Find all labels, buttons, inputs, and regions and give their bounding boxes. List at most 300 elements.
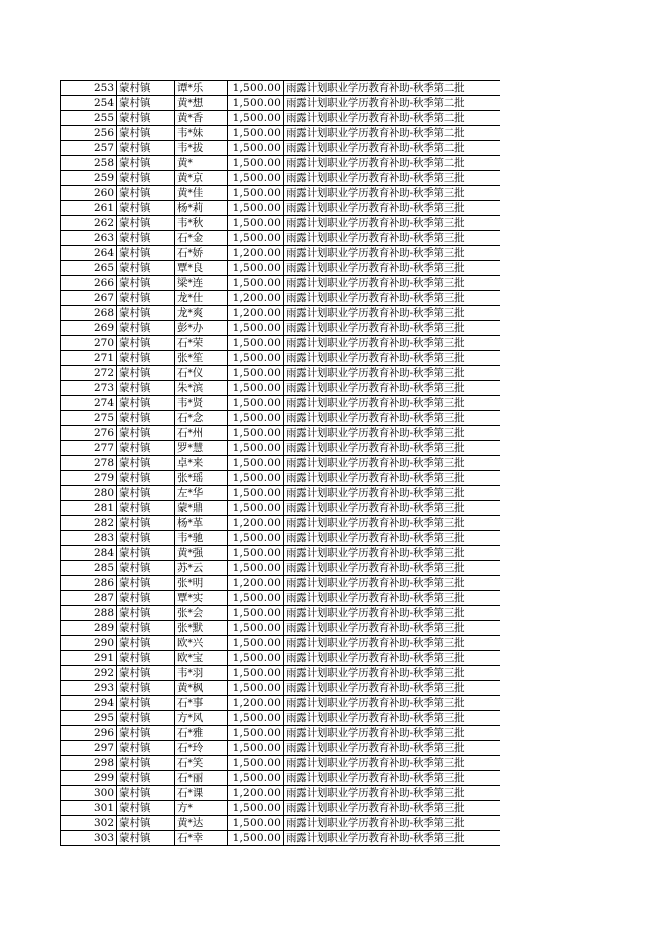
amount-cell: 1,500.00	[228, 486, 284, 501]
amount-cell: 1,200.00	[228, 786, 284, 801]
recipient-name-cell: 方*	[175, 801, 228, 816]
amount-cell: 1,500.00	[228, 651, 284, 666]
recipient-name-cell: 张*明	[175, 576, 228, 591]
row-number-cell: 288	[61, 606, 117, 621]
table-row	[61, 546, 501, 561]
row-number-cell: 264	[61, 246, 117, 261]
town-cell: 蒙村镇	[117, 216, 175, 231]
amount-cell: 1,200.00	[228, 246, 284, 261]
project-cell: 雨露计划职业学历教育补助-秋季第三批	[284, 186, 501, 201]
recipient-name-cell: 韦*妹	[175, 126, 228, 141]
table-row	[61, 471, 501, 486]
project-cell: 雨露计划职业学历教育补助-秋季第三批	[284, 396, 501, 411]
project-cell: 雨露计划职业学历教育补助-秋季第三批	[284, 756, 501, 771]
project-cell: 雨露计划职业学历教育补助-秋季第三批	[284, 306, 501, 321]
town-cell: 蒙村镇	[117, 501, 175, 516]
table-row	[61, 696, 501, 711]
row-number-cell: 260	[61, 186, 117, 201]
table-row	[61, 381, 501, 396]
amount-cell: 1,500.00	[228, 456, 284, 471]
row-number-cell: 303	[61, 831, 117, 846]
row-number-cell: 284	[61, 546, 117, 561]
town-cell: 蒙村镇	[117, 171, 175, 186]
town-cell: 蒙村镇	[117, 771, 175, 786]
table-row	[61, 711, 501, 726]
amount-cell: 1,500.00	[228, 471, 284, 486]
recipient-name-cell: 梁*连	[175, 276, 228, 291]
amount-cell: 1,500.00	[228, 711, 284, 726]
town-cell: 蒙村镇	[117, 546, 175, 561]
recipient-name-cell: 杨*革	[175, 516, 228, 531]
amount-cell: 1,500.00	[228, 261, 284, 276]
project-cell: 雨露计划职业学历教育补助-秋季第三批	[284, 351, 501, 366]
amount-cell: 1,500.00	[228, 156, 284, 171]
project-cell: 雨露计划职业学历教育补助-秋季第三批	[284, 546, 501, 561]
table-row	[61, 246, 501, 261]
row-number-cell: 256	[61, 126, 117, 141]
town-cell: 蒙村镇	[117, 471, 175, 486]
project-cell: 雨露计划职业学历教育补助-秋季第三批	[284, 531, 501, 546]
recipient-name-cell: 覃*良	[175, 261, 228, 276]
row-number-cell: 277	[61, 441, 117, 456]
amount-cell: 1,500.00	[228, 381, 284, 396]
recipient-name-cell: 张*默	[175, 621, 228, 636]
amount-cell: 1,500.00	[228, 816, 284, 831]
subsidy-table-body	[61, 81, 501, 846]
amount-cell: 1,500.00	[228, 681, 284, 696]
recipient-name-cell: 朱*滨	[175, 381, 228, 396]
table-row	[61, 831, 501, 846]
recipient-name-cell: 韦*贤	[175, 396, 228, 411]
project-cell: 雨露计划职业学历教育补助-秋季第三批	[284, 201, 501, 216]
row-number-cell: 271	[61, 351, 117, 366]
project-cell: 雨露计划职业学历教育补助-秋季第三批	[284, 606, 501, 621]
town-cell: 蒙村镇	[117, 801, 175, 816]
recipient-name-cell: 黄*佳	[175, 186, 228, 201]
town-cell: 蒙村镇	[117, 621, 175, 636]
row-number-cell: 294	[61, 696, 117, 711]
recipient-name-cell: 石*课	[175, 786, 228, 801]
table-row	[61, 726, 501, 741]
town-cell: 蒙村镇	[117, 126, 175, 141]
recipient-name-cell: 张*会	[175, 606, 228, 621]
row-number-cell: 253	[61, 81, 117, 96]
amount-cell: 1,500.00	[228, 96, 284, 111]
town-cell: 蒙村镇	[117, 726, 175, 741]
recipient-name-cell: 黄*想	[175, 96, 228, 111]
row-number-cell: 280	[61, 486, 117, 501]
recipient-name-cell: 覃*实	[175, 591, 228, 606]
table-row	[61, 321, 501, 336]
town-cell: 蒙村镇	[117, 81, 175, 96]
amount-cell: 1,500.00	[228, 231, 284, 246]
town-cell: 蒙村镇	[117, 246, 175, 261]
town-cell: 蒙村镇	[117, 531, 175, 546]
town-cell: 蒙村镇	[117, 711, 175, 726]
table-row	[61, 411, 501, 426]
table-row	[61, 771, 501, 786]
project-cell: 雨露计划职业学历教育补助-秋季第三批	[284, 801, 501, 816]
table-row	[61, 291, 501, 306]
recipient-name-cell: 欧*兴	[175, 636, 228, 651]
project-cell: 雨露计划职业学历教育补助-秋季第三批	[284, 591, 501, 606]
town-cell: 蒙村镇	[117, 351, 175, 366]
table-row	[61, 531, 501, 546]
amount-cell: 1,500.00	[228, 426, 284, 441]
row-number-cell: 290	[61, 636, 117, 651]
recipient-name-cell: 石*幸	[175, 831, 228, 846]
recipient-name-cell: 石*玲	[175, 741, 228, 756]
town-cell: 蒙村镇	[117, 516, 175, 531]
recipient-name-cell: 杨*莉	[175, 201, 228, 216]
amount-cell: 1,500.00	[228, 216, 284, 231]
amount-cell: 1,500.00	[228, 366, 284, 381]
town-cell: 蒙村镇	[117, 396, 175, 411]
table-row	[61, 156, 501, 171]
table-row	[61, 186, 501, 201]
amount-cell: 1,500.00	[228, 171, 284, 186]
amount-cell: 1,500.00	[228, 336, 284, 351]
row-number-cell: 295	[61, 711, 117, 726]
row-number-cell: 282	[61, 516, 117, 531]
project-cell: 雨露计划职业学历教育补助-秋季第三批	[284, 381, 501, 396]
project-cell: 雨露计划职业学历教育补助-秋季第三批	[284, 291, 501, 306]
row-number-cell: 258	[61, 156, 117, 171]
amount-cell: 1,500.00	[228, 591, 284, 606]
project-cell: 雨露计划职业学历教育补助-秋季第三批	[284, 651, 501, 666]
project-cell: 雨露计划职业学历教育补助-秋季第二批	[284, 81, 501, 96]
row-number-cell: 263	[61, 231, 117, 246]
town-cell: 蒙村镇	[117, 336, 175, 351]
project-cell: 雨露计划职业学历教育补助-秋季第三批	[284, 276, 501, 291]
amount-cell: 1,500.00	[228, 351, 284, 366]
town-cell: 蒙村镇	[117, 606, 175, 621]
row-number-cell: 259	[61, 171, 117, 186]
row-number-cell: 255	[61, 111, 117, 126]
row-number-cell: 300	[61, 786, 117, 801]
town-cell: 蒙村镇	[117, 141, 175, 156]
row-number-cell: 278	[61, 456, 117, 471]
town-cell: 蒙村镇	[117, 261, 175, 276]
table-row	[61, 231, 501, 246]
recipient-name-cell: 韦*拔	[175, 141, 228, 156]
amount-cell: 1,500.00	[228, 636, 284, 651]
amount-cell: 1,200.00	[228, 576, 284, 591]
town-cell: 蒙村镇	[117, 381, 175, 396]
project-cell: 雨露计划职业学历教育补助-秋季第三批	[284, 171, 501, 186]
recipient-name-cell: 龙*仕	[175, 291, 228, 306]
project-cell: 雨露计划职业学历教育补助-秋季第三批	[284, 711, 501, 726]
project-cell: 雨露计划职业学历教育补助-秋季第三批	[284, 621, 501, 636]
town-cell: 蒙村镇	[117, 291, 175, 306]
project-cell: 雨露计划职业学历教育补助-秋季第二批	[284, 111, 501, 126]
row-number-cell: 254	[61, 96, 117, 111]
town-cell: 蒙村镇	[117, 411, 175, 426]
project-cell: 雨露计划职业学历教育补助-秋季第二批	[284, 126, 501, 141]
amount-cell: 1,500.00	[228, 141, 284, 156]
town-cell: 蒙村镇	[117, 111, 175, 126]
recipient-name-cell: 彭*办	[175, 321, 228, 336]
table-row	[61, 276, 501, 291]
row-number-cell: 285	[61, 561, 117, 576]
row-number-cell: 272	[61, 366, 117, 381]
amount-cell: 1,500.00	[228, 621, 284, 636]
project-cell: 雨露计划职业学历教育补助-秋季第三批	[284, 471, 501, 486]
table-row	[61, 126, 501, 141]
project-cell: 雨露计划职业学历教育补助-秋季第三批	[284, 456, 501, 471]
project-cell: 雨露计划职业学历教育补助-秋季第二批	[284, 96, 501, 111]
row-number-cell: 270	[61, 336, 117, 351]
project-cell: 雨露计划职业学历教育补助-秋季第三批	[284, 786, 501, 801]
table-row	[61, 171, 501, 186]
row-number-cell: 283	[61, 531, 117, 546]
recipient-name-cell: 罗*慧	[175, 441, 228, 456]
table-row	[61, 816, 501, 831]
row-number-cell: 289	[61, 621, 117, 636]
table-row	[61, 441, 501, 456]
amount-cell: 1,200.00	[228, 306, 284, 321]
table-row	[61, 81, 501, 96]
recipient-name-cell: 石*念	[175, 411, 228, 426]
amount-cell: 1,500.00	[228, 411, 284, 426]
town-cell: 蒙村镇	[117, 816, 175, 831]
table-row	[61, 486, 501, 501]
town-cell: 蒙村镇	[117, 666, 175, 681]
town-cell: 蒙村镇	[117, 696, 175, 711]
recipient-name-cell: 黄*枫	[175, 681, 228, 696]
project-cell: 雨露计划职业学历教育补助-秋季第三批	[284, 366, 501, 381]
project-cell: 雨露计划职业学历教育补助-秋季第三批	[284, 426, 501, 441]
table-row	[61, 606, 501, 621]
table-row	[61, 516, 501, 531]
project-cell: 雨露计划职业学历教育补助-秋季第三批	[284, 816, 501, 831]
amount-cell: 1,500.00	[228, 831, 284, 846]
project-cell: 雨露计划职业学历教育补助-秋季第二批	[284, 156, 501, 171]
project-cell: 雨露计划职业学历教育补助-秋季第三批	[284, 741, 501, 756]
row-number-cell: 274	[61, 396, 117, 411]
recipient-name-cell: 石*荣	[175, 336, 228, 351]
table-row	[61, 351, 501, 366]
town-cell: 蒙村镇	[117, 651, 175, 666]
recipient-name-cell: 韦*驰	[175, 531, 228, 546]
row-number-cell: 286	[61, 576, 117, 591]
amount-cell: 1,500.00	[228, 111, 284, 126]
project-cell: 雨露计划职业学历教育补助-秋季第三批	[284, 831, 501, 846]
table-row	[61, 96, 501, 111]
row-number-cell: 301	[61, 801, 117, 816]
row-number-cell: 298	[61, 756, 117, 771]
town-cell: 蒙村镇	[117, 186, 175, 201]
recipient-name-cell: 韦*秋	[175, 216, 228, 231]
amount-cell: 1,500.00	[228, 741, 284, 756]
amount-cell: 1,500.00	[228, 396, 284, 411]
table-row	[61, 681, 501, 696]
table-row	[61, 366, 501, 381]
row-number-cell: 293	[61, 681, 117, 696]
row-number-cell: 296	[61, 726, 117, 741]
amount-cell: 1,500.00	[228, 756, 284, 771]
subsidy-table	[60, 80, 500, 846]
project-cell: 雨露计划职业学历教育补助-秋季第三批	[284, 261, 501, 276]
town-cell: 蒙村镇	[117, 786, 175, 801]
town-cell: 蒙村镇	[117, 831, 175, 846]
project-cell: 雨露计划职业学历教育补助-秋季第三批	[284, 216, 501, 231]
recipient-name-cell: 苏*云	[175, 561, 228, 576]
table-row	[61, 741, 501, 756]
project-cell: 雨露计划职业学历教育补助-秋季第三批	[284, 516, 501, 531]
table-row	[61, 111, 501, 126]
town-cell: 蒙村镇	[117, 96, 175, 111]
table-row	[61, 651, 501, 666]
project-cell: 雨露计划职业学历教育补助-秋季第三批	[284, 411, 501, 426]
table-row	[61, 261, 501, 276]
recipient-name-cell: 张*瑶	[175, 471, 228, 486]
row-number-cell: 302	[61, 816, 117, 831]
town-cell: 蒙村镇	[117, 426, 175, 441]
amount-cell: 1,500.00	[228, 441, 284, 456]
row-number-cell: 273	[61, 381, 117, 396]
town-cell: 蒙村镇	[117, 276, 175, 291]
amount-cell: 1,500.00	[228, 81, 284, 96]
recipient-name-cell: 黄*	[175, 156, 228, 171]
project-cell: 雨露计划职业学历教育补助-秋季第三批	[284, 486, 501, 501]
town-cell: 蒙村镇	[117, 486, 175, 501]
row-number-cell: 279	[61, 471, 117, 486]
town-cell: 蒙村镇	[117, 756, 175, 771]
recipient-name-cell: 石*雅	[175, 726, 228, 741]
table-row	[61, 501, 501, 516]
project-cell: 雨露计划职业学历教育补助-秋季第三批	[284, 321, 501, 336]
town-cell: 蒙村镇	[117, 681, 175, 696]
recipient-name-cell: 谭*乐	[175, 81, 228, 96]
table-row	[61, 216, 501, 231]
amount-cell: 1,500.00	[228, 186, 284, 201]
table-row	[61, 576, 501, 591]
recipient-name-cell: 龙*爽	[175, 306, 228, 321]
amount-cell: 1,500.00	[228, 666, 284, 681]
amount-cell: 1,500.00	[228, 276, 284, 291]
row-number-cell: 261	[61, 201, 117, 216]
project-cell: 雨露计划职业学历教育补助-秋季第三批	[284, 696, 501, 711]
table-row	[61, 666, 501, 681]
project-cell: 雨露计划职业学历教育补助-秋季第三批	[284, 576, 501, 591]
project-cell: 雨露计划职业学历教育补助-秋季第三批	[284, 501, 501, 516]
amount-cell: 1,200.00	[228, 516, 284, 531]
table-row	[61, 621, 501, 636]
row-number-cell: 266	[61, 276, 117, 291]
town-cell: 蒙村镇	[117, 156, 175, 171]
recipient-name-cell: 石*娇	[175, 246, 228, 261]
row-number-cell: 287	[61, 591, 117, 606]
amount-cell: 1,500.00	[228, 531, 284, 546]
recipient-name-cell: 石*事	[175, 696, 228, 711]
recipient-name-cell: 方*风	[175, 711, 228, 726]
table-row	[61, 591, 501, 606]
project-cell: 雨露计划职业学历教育补助-秋季第三批	[284, 681, 501, 696]
table-row	[61, 561, 501, 576]
recipient-name-cell: 石*金	[175, 231, 228, 246]
project-cell: 雨露计划职业学历教育补助-秋季第三批	[284, 441, 501, 456]
table-row	[61, 756, 501, 771]
project-cell: 雨露计划职业学历教育补助-秋季第三批	[284, 231, 501, 246]
amount-cell: 1,200.00	[228, 696, 284, 711]
project-cell: 雨露计划职业学历教育补助-秋季第三批	[284, 771, 501, 786]
town-cell: 蒙村镇	[117, 741, 175, 756]
table-row	[61, 201, 501, 216]
project-cell: 雨露计划职业学历教育补助-秋季第三批	[284, 666, 501, 681]
row-number-cell: 257	[61, 141, 117, 156]
row-number-cell: 268	[61, 306, 117, 321]
recipient-name-cell: 张*笙	[175, 351, 228, 366]
amount-cell: 1,500.00	[228, 561, 284, 576]
table-row	[61, 396, 501, 411]
recipient-name-cell: 黄*达	[175, 816, 228, 831]
row-number-cell: 265	[61, 261, 117, 276]
town-cell: 蒙村镇	[117, 576, 175, 591]
recipient-name-cell: 左*华	[175, 486, 228, 501]
recipient-name-cell: 石*笑	[175, 756, 228, 771]
town-cell: 蒙村镇	[117, 201, 175, 216]
table-row	[61, 141, 501, 156]
table-row	[61, 306, 501, 321]
town-cell: 蒙村镇	[117, 321, 175, 336]
amount-cell: 1,500.00	[228, 606, 284, 621]
table-row	[61, 786, 501, 801]
row-number-cell: 297	[61, 741, 117, 756]
town-cell: 蒙村镇	[117, 561, 175, 576]
recipient-name-cell: 石*州	[175, 426, 228, 441]
amount-cell: 1,200.00	[228, 291, 284, 306]
recipient-name-cell: 韦*羽	[175, 666, 228, 681]
recipient-name-cell: 黄*京	[175, 171, 228, 186]
recipient-name-cell: 欧*宝	[175, 651, 228, 666]
recipient-name-cell: 卓*来	[175, 456, 228, 471]
table-row	[61, 801, 501, 816]
row-number-cell: 267	[61, 291, 117, 306]
row-number-cell: 299	[61, 771, 117, 786]
row-number-cell: 292	[61, 666, 117, 681]
project-cell: 雨露计划职业学历教育补助-秋季第二批	[284, 141, 501, 156]
town-cell: 蒙村镇	[117, 591, 175, 606]
amount-cell: 1,500.00	[228, 771, 284, 786]
table-row	[61, 336, 501, 351]
table-row	[61, 426, 501, 441]
amount-cell: 1,500.00	[228, 501, 284, 516]
row-number-cell: 275	[61, 411, 117, 426]
table-row	[61, 456, 501, 471]
recipient-name-cell: 黄*强	[175, 546, 228, 561]
row-number-cell: 262	[61, 216, 117, 231]
row-number-cell: 281	[61, 501, 117, 516]
amount-cell: 1,500.00	[228, 546, 284, 561]
town-cell: 蒙村镇	[117, 231, 175, 246]
town-cell: 蒙村镇	[117, 306, 175, 321]
town-cell: 蒙村镇	[117, 456, 175, 471]
project-cell: 雨露计划职业学历教育补助-秋季第三批	[284, 726, 501, 741]
project-cell: 雨露计划职业学历教育补助-秋季第三批	[284, 246, 501, 261]
town-cell: 蒙村镇	[117, 366, 175, 381]
project-cell: 雨露计划职业学历教育补助-秋季第三批	[284, 636, 501, 651]
recipient-name-cell: 蒙*鼎	[175, 501, 228, 516]
amount-cell: 1,500.00	[228, 801, 284, 816]
project-cell: 雨露计划职业学历教育补助-秋季第三批	[284, 336, 501, 351]
recipient-name-cell: 石*丽	[175, 771, 228, 786]
town-cell: 蒙村镇	[117, 441, 175, 456]
amount-cell: 1,500.00	[228, 126, 284, 141]
amount-cell: 1,500.00	[228, 321, 284, 336]
recipient-name-cell: 石*仪	[175, 366, 228, 381]
row-number-cell: 276	[61, 426, 117, 441]
